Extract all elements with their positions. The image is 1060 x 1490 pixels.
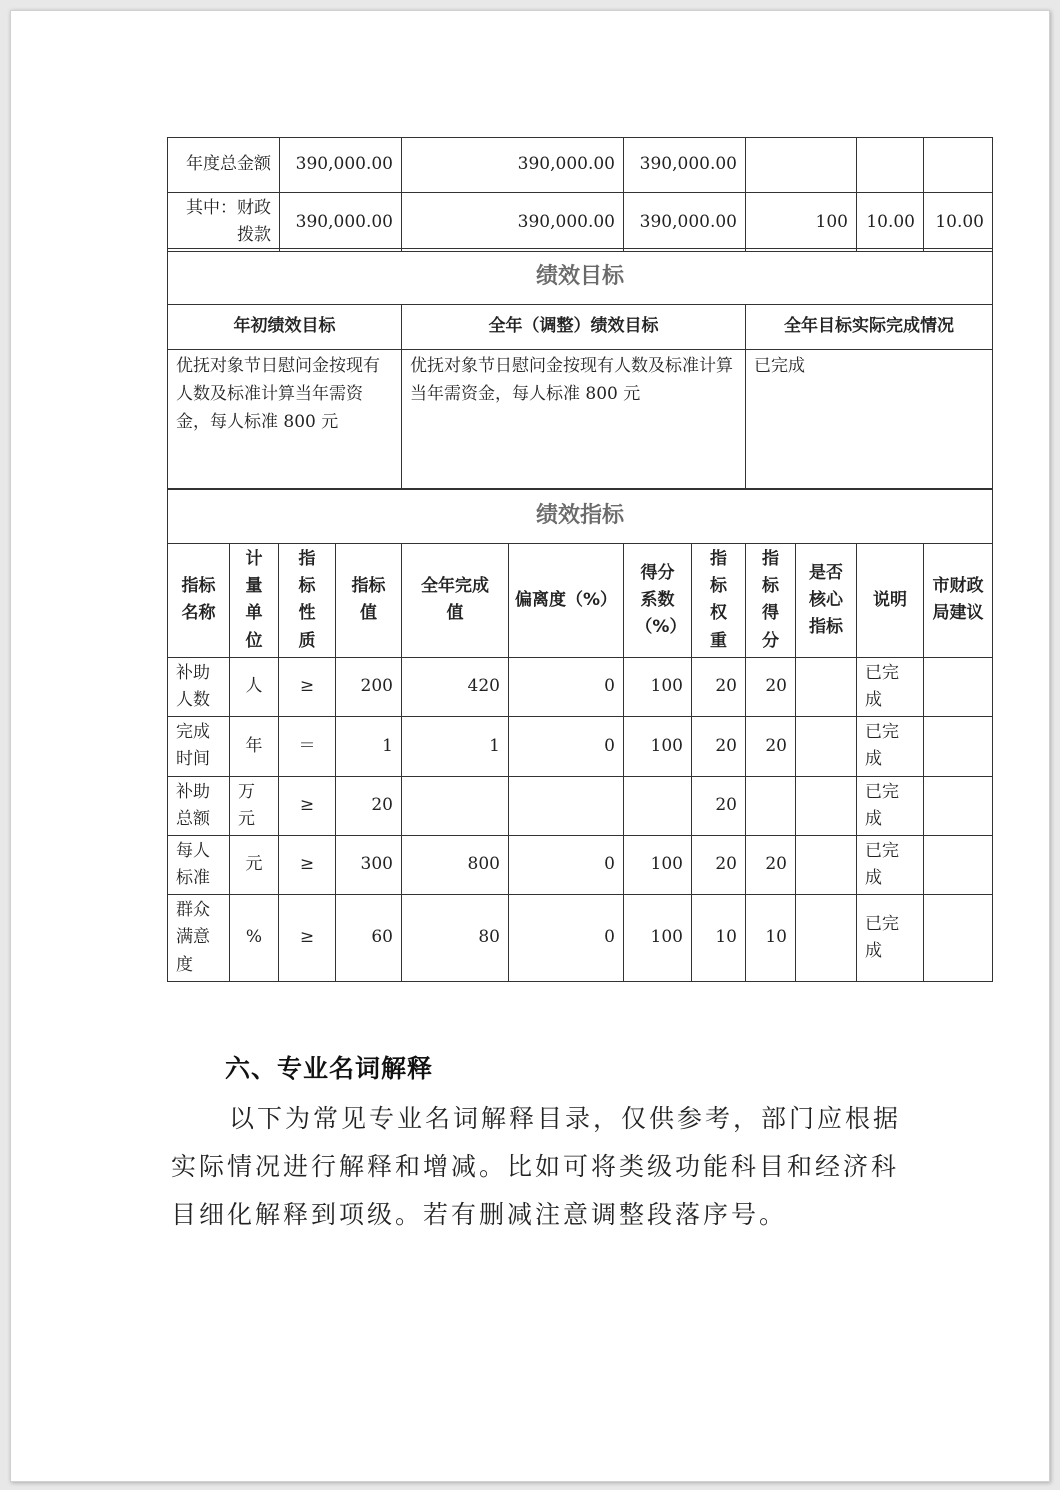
indicator-unit: 元	[230, 835, 279, 894]
indicator-deviation	[509, 776, 624, 835]
budget-planned: 390,000.00	[280, 138, 402, 193]
indicator-core	[796, 835, 857, 894]
indicators-header-row	[168, 544, 993, 658]
indicator-deviation: 0	[509, 895, 624, 982]
indicators-section-title: 绩效指标	[168, 489, 993, 544]
table-row	[168, 717, 993, 776]
indicator-deviation: 0	[509, 717, 624, 776]
indicator-coef: 100	[624, 835, 692, 894]
indicator-advice	[924, 776, 993, 835]
indicator-header-name: 指标名称	[168, 544, 230, 658]
goal-adjusted: 优抚对象节日慰问金按现有人数及标准计算当年需资金，每人标准 800 元	[402, 350, 746, 490]
budget-score	[924, 138, 993, 193]
indicator-note: 已完成	[857, 657, 924, 716]
indicator-unit: 万元	[230, 776, 279, 835]
indicator-core	[796, 776, 857, 835]
table-row	[168, 835, 993, 894]
indicator-weight: 20	[692, 657, 746, 716]
indicator-core	[796, 895, 857, 982]
indicator-header-core: 是否核心指标	[796, 544, 857, 658]
indicator-name: 补助人数	[168, 657, 230, 716]
indicator-header-nature: 指标性质	[279, 544, 336, 658]
budget-adjusted: 390,000.00	[402, 193, 624, 252]
indicator-note: 已完成	[857, 776, 924, 835]
budget-row-total	[168, 138, 993, 193]
budget-adjusted: 390,000.00	[402, 138, 624, 193]
budget-weight	[857, 138, 924, 193]
indicator-note: 已完成	[857, 835, 924, 894]
indicator-header-score: 指标得分	[746, 544, 796, 658]
section-heading: 六、专业名词解释	[225, 1054, 434, 1083]
indicator-coef: 100	[624, 895, 692, 982]
indicator-actual	[402, 776, 509, 835]
indicator-advice	[924, 835, 993, 894]
goal-initial: 优抚对象节日慰问金按现有人数及标准计算当年需资金，每人标准 800 元	[168, 350, 402, 490]
indicator-target: 300	[336, 835, 402, 894]
goal-header-initial: 年初绩效目标	[168, 305, 402, 350]
indicator-score: 10	[746, 895, 796, 982]
goals-section-title: 绩效目标	[168, 249, 993, 305]
indicator-name: 每人标准	[168, 835, 230, 894]
table-row	[168, 657, 993, 716]
indicator-actual: 800	[402, 835, 509, 894]
indicator-coef: 100	[624, 657, 692, 716]
budget-planned: 390,000.00	[280, 193, 402, 252]
section-paragraph: 以下为常见专业名词解释目录，仅供参考，部门应根据实际情况进行解释和增减。比如可将类级功能科目和经济科目细化解释到项级。若有删减注意调整段落序号。	[171, 1104, 902, 1229]
budget-row-fiscal	[168, 193, 993, 252]
budget-score: 10.00	[924, 193, 993, 252]
goals-content-row	[168, 350, 993, 490]
budget-table	[167, 137, 993, 252]
indicator-deviation: 0	[509, 657, 624, 716]
table-row	[168, 895, 993, 982]
indicator-score: 20	[746, 835, 796, 894]
indicator-nature: ≥	[279, 895, 336, 982]
indicator-name: 完成时间	[168, 717, 230, 776]
indicator-header-deviation: 偏离度（%）	[509, 544, 624, 658]
indicator-note: 已完成	[857, 895, 924, 982]
indicator-score	[746, 776, 796, 835]
indicators-section-header	[168, 489, 993, 544]
indicator-deviation: 0	[509, 835, 624, 894]
budget-label: 其中：财政拨款	[168, 193, 280, 252]
budget-executed: 390,000.00	[624, 193, 746, 252]
indicators-table	[167, 488, 993, 982]
document-page	[10, 10, 1050, 1482]
budget-rate: 100	[746, 193, 857, 252]
budget-executed: 390,000.00	[624, 138, 746, 193]
indicator-header-target: 指标值	[336, 544, 402, 658]
indicator-advice	[924, 717, 993, 776]
indicator-name: 补助总额	[168, 776, 230, 835]
indicator-actual: 80	[402, 895, 509, 982]
indicator-unit: 人	[230, 657, 279, 716]
indicator-nature: ≥	[279, 776, 336, 835]
goals-section-header	[168, 249, 993, 305]
goal-actual: 已完成	[746, 350, 993, 490]
indicator-weight: 20	[692, 717, 746, 776]
indicator-target: 20	[336, 776, 402, 835]
table-row	[168, 776, 993, 835]
budget-rate	[746, 138, 857, 193]
indicator-header-weight: 指标权重	[692, 544, 746, 658]
indicator-header-unit: 计量单位	[230, 544, 279, 658]
indicator-weight: 20	[692, 835, 746, 894]
indicator-advice	[924, 657, 993, 716]
indicator-nature: ≥	[279, 835, 336, 894]
budget-label: 年度总金额	[168, 138, 280, 193]
indicator-core	[796, 717, 857, 776]
indicator-coef: 100	[624, 717, 692, 776]
indicator-header-coef: 得分系数（%）	[624, 544, 692, 658]
indicator-target: 200	[336, 657, 402, 716]
indicator-weight: 10	[692, 895, 746, 982]
indicator-header-advice: 市财政局建议	[924, 544, 993, 658]
goal-header-adjusted: 全年（调整）绩效目标	[402, 305, 746, 350]
indicator-unit: %	[230, 895, 279, 982]
indicator-header-actual: 全年完成值	[402, 544, 509, 658]
indicator-core	[796, 657, 857, 716]
budget-weight: 10.00	[857, 193, 924, 252]
indicator-target: 1	[336, 717, 402, 776]
indicator-actual: 1	[402, 717, 509, 776]
indicator-actual: 420	[402, 657, 509, 716]
goals-header-row	[168, 305, 993, 350]
goals-table	[167, 248, 993, 490]
indicator-name: 群众满意度	[168, 895, 230, 982]
indicator-target: 60	[336, 895, 402, 982]
indicator-nature: ＝	[279, 717, 336, 776]
indicator-nature: ≥	[279, 657, 336, 716]
goal-header-actual: 全年目标实际完成情况	[746, 305, 993, 350]
indicator-advice	[924, 895, 993, 982]
indicator-note: 已完成	[857, 717, 924, 776]
indicator-coef	[624, 776, 692, 835]
indicator-weight: 20	[692, 776, 746, 835]
indicator-header-note: 说明	[857, 544, 924, 658]
indicator-score: 20	[746, 717, 796, 776]
indicator-score: 20	[746, 657, 796, 716]
indicator-unit: 年	[230, 717, 279, 776]
